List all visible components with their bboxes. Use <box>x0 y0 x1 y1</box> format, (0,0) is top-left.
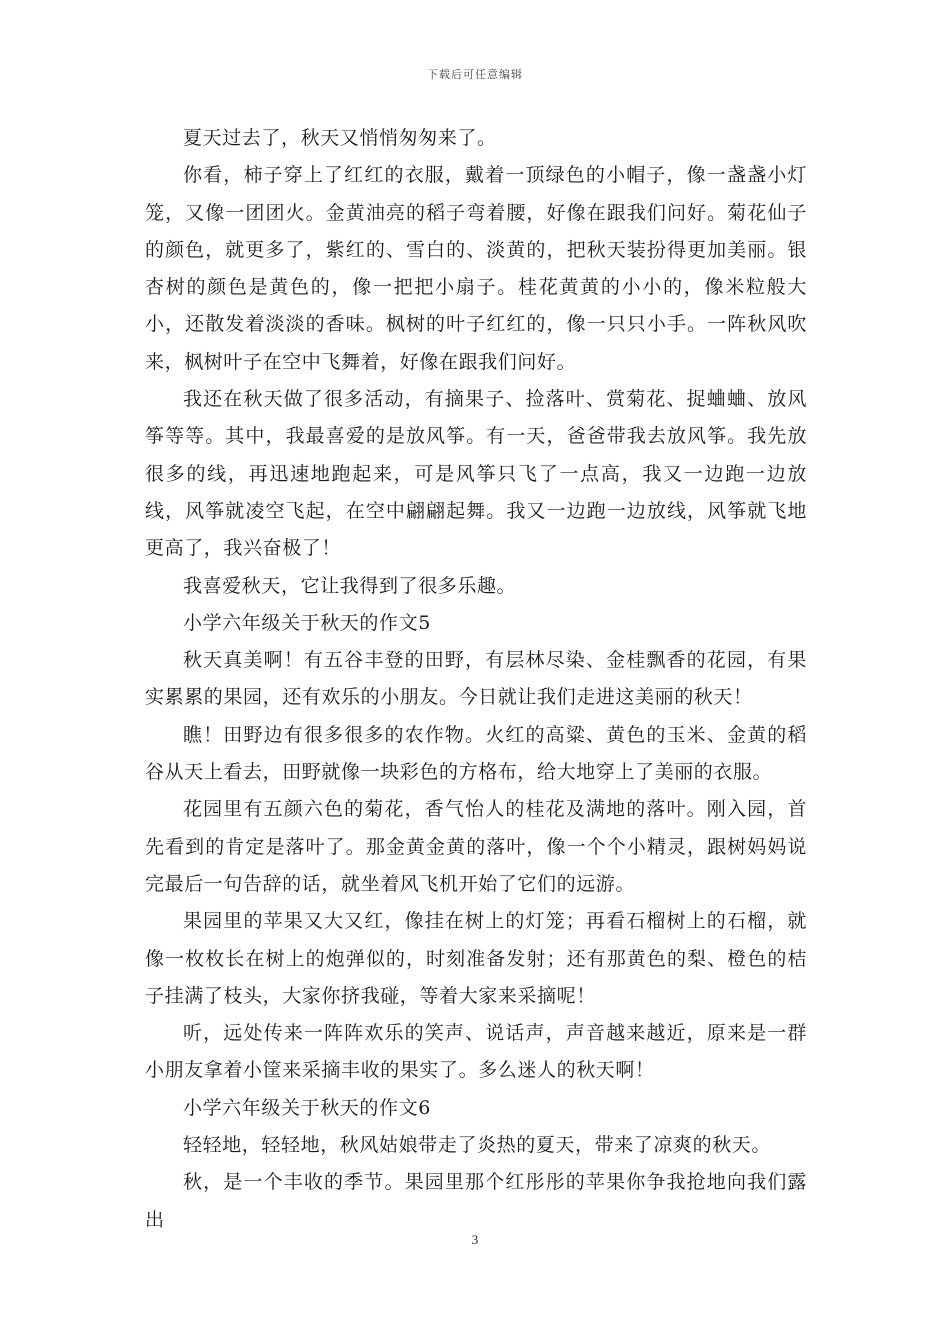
page-number: 3 <box>471 1232 479 1247</box>
section-heading: 小学六年级关于秋天的作文5 <box>183 611 431 634</box>
paragraph: 我喜爱秋天，它让我得到了很多乐趣。 <box>183 574 517 597</box>
paragraph: 秋天真美啊！有五谷丰登的田野，有层林尽染、金桂飘香的花园，有果实累累的果园，还有欢乐的小朋友。今日就让我们走进这美丽的秋天！ <box>145 649 807 709</box>
paragraph: 听，远处传来一阵阵欢乐的笑声、说话声，声音越来越近，原来是一群小朋友拿着小筐来采摘丰收的果实了。多么迷人的秋天啊！ <box>145 1022 807 1082</box>
page-header: 下载后可任意编辑 <box>427 68 523 81</box>
paragraph: 果园里的苹果又大又红，像挂在树上的灯笼；再看石榴树上的石榴，就像一枚枚长在树上的炮弹似的，时刻准备发射；还有那黄色的梨、橙色的桔子挂满了枝头，大家你挤我碰，等着大家来采摘呢！ <box>145 910 807 1007</box>
paragraph: 花园里有五颜六色的菊花，香气怡人的桂花及满地的落叶。刚入园，首先看到的肯定是落叶了。那金黄金黄的落叶，像一个个小精灵，跟树妈妈说完最后一句告辞的话，就坐着风飞机开始了它们的远游。 <box>145 798 807 895</box>
paragraph: 秋，是一个丰收的季节。果园里那个红彤彤的苹果你争我抢地向我们露出 <box>145 1171 807 1231</box>
paragraph: 你看，柿子穿上了红红的衣服，戴着一顶绿色的小帽子，像一盏盏小灯笼，又像一团团火。金黄油亮的稻子弯着腰，好像在跟我们问好。菊花仙子的颜色，就更多了，紫红的、雪白的、淡黄的，把秋天装扮得更加美丽。银杏树的颜色是黄色的，像一把把小扇子。桂花黄黄的小小的，像米粒般大小，还散发着淡淡的香味。枫树的叶子红红的，像一只只小手。一阵秋风吹来，枫树叶子在空中飞舞着，好像在跟我们问好。 <box>145 164 807 373</box>
section-heading: 小学六年级关于秋天的作文6 <box>183 1096 431 1119</box>
paragraph: 我还在秋天做了很多活动，有摘果子、捡落叶、赏菊花、捉蛐蛐、放风筝等等。其中，我最喜爱的是放风筝。有一天，爸爸带我去放风筝。我先放很多的线，再迅速地跑起来，可是风筝只飞了一点高，我又一边跑一边放线，风筝就凌空飞起，在空中翩翩起舞。我又一边跑一边放线，风筝就飞地更高了，我兴奋极了！ <box>145 388 807 560</box>
paragraph: 瞧！田野边有很多很多的农作物。火红的高粱、黄色的玉米、金黄的稻谷从天上看去，田野就像一块彩色的方格布，给大地穿上了美丽的衣服。 <box>145 723 807 784</box>
document-body <box>145 120 807 1239</box>
paragraph: 夏天过去了，秋天又悄悄匆匆来了。 <box>183 127 497 149</box>
paragraph: 轻轻地，轻轻地，秋风姑娘带走了炎热的夏天，带来了凉爽的秋天。 <box>183 1134 772 1157</box>
